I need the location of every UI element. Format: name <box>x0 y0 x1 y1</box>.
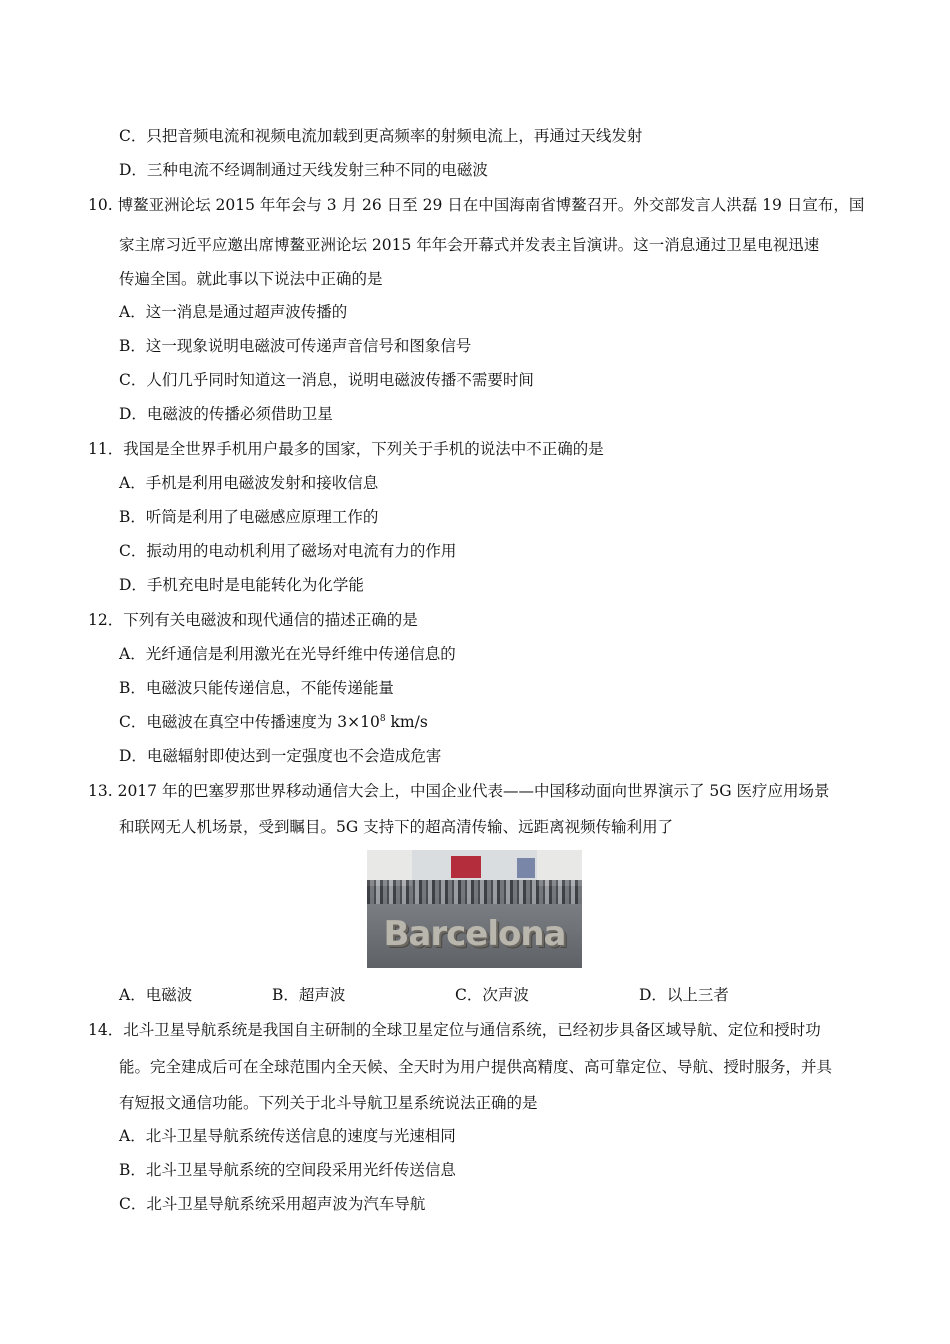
q10-option-b: B．这一现象说明电磁波可传递声音信号和图象信号 <box>119 337 472 355</box>
photo-banner-blue <box>517 858 535 878</box>
q11-option-d: D．手机充电时是电能转化为化学能 <box>119 576 364 594</box>
q13-option-d: D．以上三者 <box>639 986 729 1004</box>
q11-stem: 11．我国是全世界手机用户最多的国家，下列关于手机的说法中不正确的是 <box>88 440 604 458</box>
q11-option-a: A．手机是利用电磁波发射和接收信息 <box>119 474 379 492</box>
q12-stem: 12．下列有关电磁波和现代通信的描述正确的是 <box>88 611 418 629</box>
q12-option-c-unit: km/s <box>385 713 428 731</box>
photo-crowd <box>367 880 582 904</box>
q13-option-b: B．超声波 <box>272 986 346 1004</box>
q10-option-c: C．人们几乎同时知道这一消息，说明电磁波传播不需要时间 <box>119 371 534 389</box>
q14-option-b: B．北斗卫星导航系统的空间段采用光纤传送信息 <box>119 1161 456 1179</box>
q14-stem-line2: 能。完全建成后可在全球范围内全天候、全天时为用户提供高精度、高可靠定位、导航、授时服务，并具 <box>119 1058 833 1076</box>
q10-option-a: A．这一消息是通过超声波传播的 <box>119 303 348 321</box>
q10-option-d: D．电磁波的传播必须借助卫星 <box>119 405 333 423</box>
q12-option-b: B．电磁波只能传递信息，不能传递能量 <box>119 679 394 697</box>
q10-stem-line1: 10. 博鳌亚洲论坛 2015 年年会与 3 月 26 日至 29 日在中国海南省博鳌召开。外交部发言人洪磊 19 日宣布，国 <box>88 196 865 214</box>
barcelona-photo <box>367 850 582 968</box>
q9-option-d: D．三种电流不经调制通过天线发射三种不同的电磁波 <box>119 161 488 179</box>
q12-option-c-text: C．电磁波在真空中传播速度为 3×10 <box>119 713 380 731</box>
q13-option-c: C．次声波 <box>455 986 529 1004</box>
q12-option-a: A．光纤通信是利用激光在光导纤维中传递信息的 <box>119 645 456 663</box>
q13-stem-line1: 13. 2017 年的巴塞罗那世界移动通信大会上，中国企业代表——中国移动面向世界演示了 5G 医疗应用场景 <box>88 782 830 800</box>
q12-option-c-exponent: 8 <box>379 714 386 724</box>
q11-option-b: B．听筒是利用了电磁感应原理工作的 <box>119 508 379 526</box>
photo-barcelona-sign: Barcelona <box>383 914 566 954</box>
q9-option-c: C．只把音频电流和视频电流加载到更高频率的射频电流上，再通过天线发射 <box>119 127 643 145</box>
q13-option-a: A．电磁波 <box>119 986 193 1004</box>
q13-stem-line2: 和联网无人机场景，受到瞩目。5G 支持下的超高清传输、远距离视频传输利用了 <box>119 818 674 836</box>
q10-stem-line3: 传遍全国。就此事以下说法中正确的是 <box>119 270 383 288</box>
q10-stem-line2: 家主席习近平应邀出席博鳌亚洲论坛 2015 年年会开幕式并发表主旨演讲。这一消息通过卫星电视迅速 <box>119 236 820 254</box>
q14-stem-line3: 有短报文通信功能。下列关于北斗导航卫星系统说法正确的是 <box>119 1094 538 1112</box>
q12-option-c <box>119 712 428 732</box>
q12-option-d: D．电磁辐射即使达到一定强度也不会造成危害 <box>119 747 442 765</box>
q14-option-a: A．北斗卫星导航系统传送信息的速度与光速相同 <box>119 1127 456 1145</box>
q11-option-c: C．振动用的电动机利用了磁场对电流有力的作用 <box>119 542 457 560</box>
photo-banner-red <box>451 856 481 878</box>
q14-stem-line1: 14．北斗卫星导航系统是我国自主研制的全球卫星定位与通信系统，已经初步具备区域导航、定位和授时功 <box>88 1021 821 1039</box>
q14-option-c: C．北斗卫星导航系统采用超声波为汽车导航 <box>119 1195 426 1213</box>
